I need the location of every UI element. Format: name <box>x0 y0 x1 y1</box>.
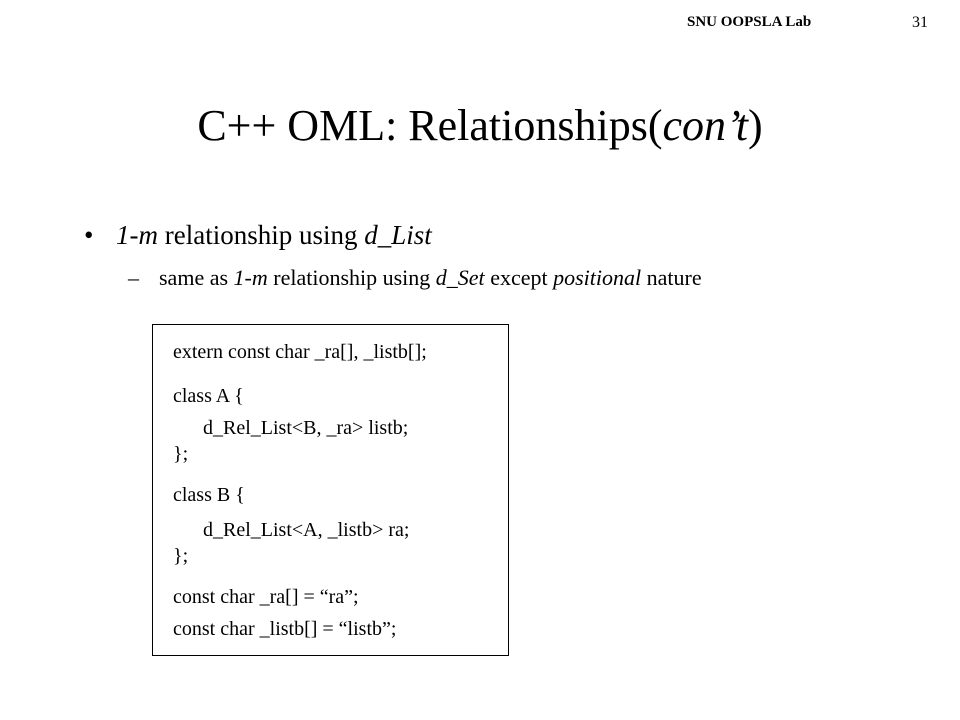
code-line: class A { <box>173 385 244 407</box>
bullet-marker: • <box>84 220 94 250</box>
code-line: const char _ra[] = “ra”; <box>173 586 359 608</box>
slide-title <box>0 100 960 151</box>
bullet-item <box>84 220 432 251</box>
sub-italic-a: 1-m <box>233 265 268 290</box>
sub-bullet-item <box>128 265 702 291</box>
code-box <box>152 324 509 656</box>
code-line: const char _listb[] = “listb”; <box>173 618 397 640</box>
code-line: }; <box>173 443 189 465</box>
bullet-text: relationship using <box>158 220 365 250</box>
sub-text-c: except <box>484 265 554 290</box>
sub-italic-c: positional <box>553 265 642 290</box>
code-line: extern const char _ra[], _listb[]; <box>173 341 427 363</box>
code-line: d_Rel_List<B, _ra> listb; <box>203 417 409 439</box>
code-line: class B { <box>173 484 245 506</box>
sub-text-d: nature <box>641 265 702 290</box>
sub-text-a: same as <box>159 265 234 290</box>
sub-bullet-marker: – <box>128 265 139 290</box>
sub-text-b: relationship using <box>267 265 436 290</box>
title-close: ) <box>748 101 763 150</box>
bullet-italic-suffix: d_List <box>364 220 432 250</box>
lab-name: SNU OOPSLA Lab <box>687 14 812 30</box>
code-line: d_Rel_List<A, _listb> ra; <box>203 519 410 541</box>
bullet-italic-prefix: 1-m <box>116 220 158 250</box>
title-italic: con’t <box>662 101 749 150</box>
page-number: 31 <box>912 14 928 31</box>
title-main: C++ OML: Relationships( <box>197 101 663 150</box>
code-line: }; <box>173 545 189 567</box>
sub-italic-b: d_Set <box>435 265 485 290</box>
